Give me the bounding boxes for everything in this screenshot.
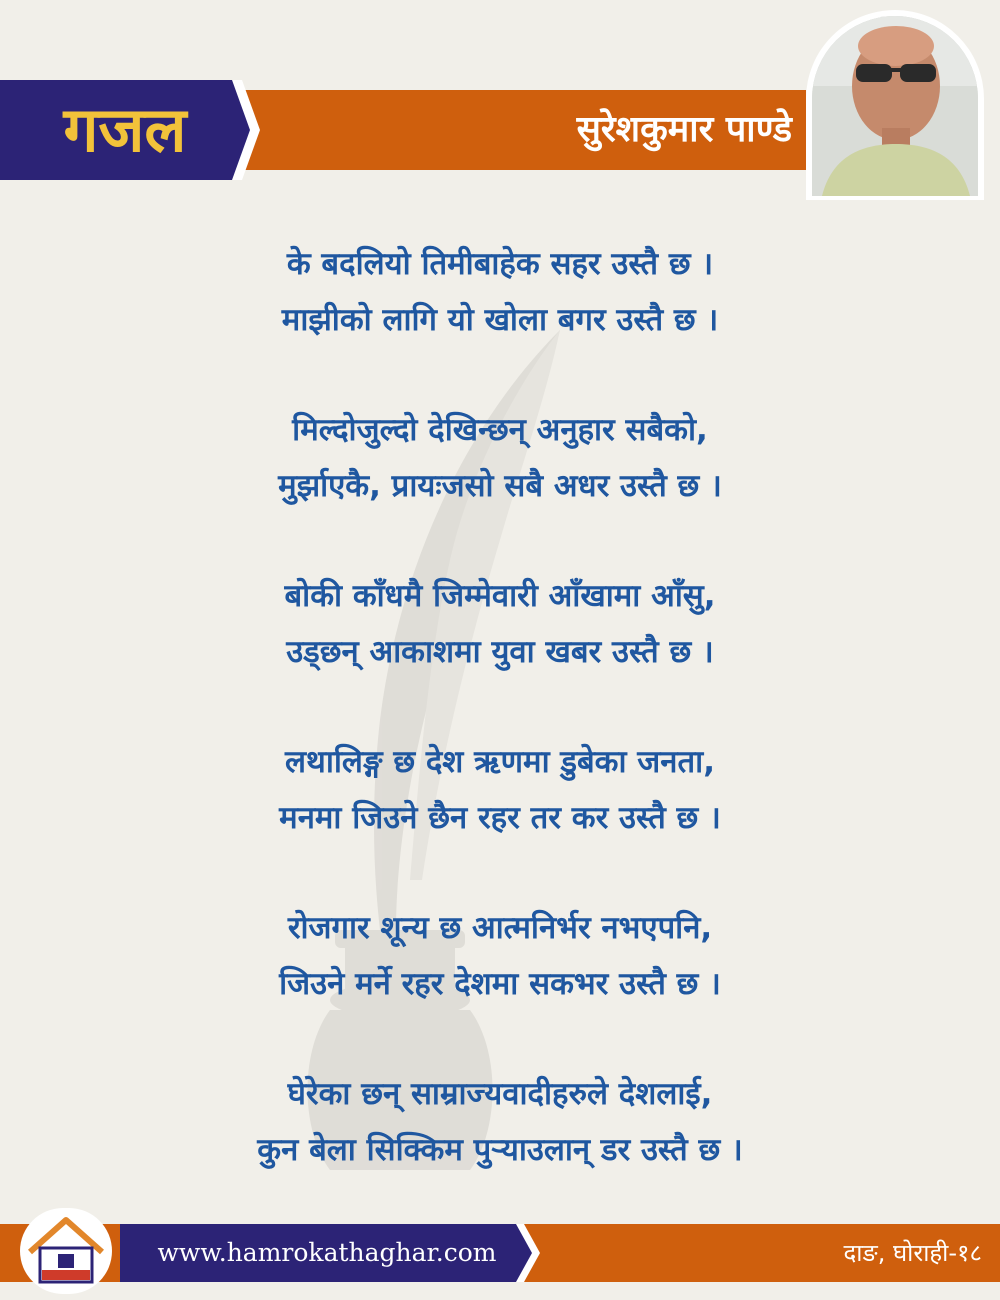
stanza <box>150 402 850 514</box>
poem-line: माझीको लागि यो खोला बगर उस्तै छ । <box>281 302 719 338</box>
stanza <box>150 568 850 680</box>
poem-body <box>150 236 850 1232</box>
house-logo-icon <box>20 1208 112 1294</box>
author-name: सुरेशकुमार पाण्डे <box>576 109 792 150</box>
poem-line: बोकी काँधमै जिम्मेवारी आँखामा आँसु, <box>284 578 716 614</box>
poem-line: लथालिङ्ग छ देश ऋणमा डुबेका जनता, <box>285 744 715 780</box>
poem-line: उड्छन् आकाशमा युवा खबर उस्तै छ । <box>286 634 714 670</box>
site-logo <box>20 1208 112 1294</box>
stanza <box>150 236 850 348</box>
page-title: गजल <box>63 93 187 166</box>
poem-line: के बदलियो तिमीबाहेक सहर उस्तै छ । <box>286 246 714 282</box>
poem-line: जिउने मर्ने रहर देशमा सकभर उस्तै छ । <box>279 966 721 1002</box>
poem-line: मनमा जिउने छैन रहर तर कर उस्तै छ । <box>279 800 721 836</box>
stanza <box>150 734 850 846</box>
author-photo <box>812 16 978 196</box>
stanza <box>150 1066 850 1178</box>
poem-line: रोजगार शून्य छ आत्मनिर्भर नभएपनि, <box>287 910 713 946</box>
poem-line: मुर्झाएकै, प्रायःजसो सबै अधर उस्तै छ । <box>278 468 722 504</box>
poem-line: घेरेका छन् साम्राज्यवादीहरुले देशलाई, <box>287 1076 713 1112</box>
website-link[interactable]: www.hamrokathaghar.com <box>157 1238 497 1267</box>
person-avatar-icon <box>812 16 978 196</box>
poem-line: कुन बेला सिक्किम पुऱ्याउलान् डर उस्तै छ । <box>257 1132 743 1168</box>
stanza <box>150 900 850 1012</box>
poem-line: मिल्दोजुल्दो देखिन्छन् अनुहार सबैको, <box>292 412 708 448</box>
location-text: दाङ, घोराही-१८ <box>843 1239 982 1267</box>
